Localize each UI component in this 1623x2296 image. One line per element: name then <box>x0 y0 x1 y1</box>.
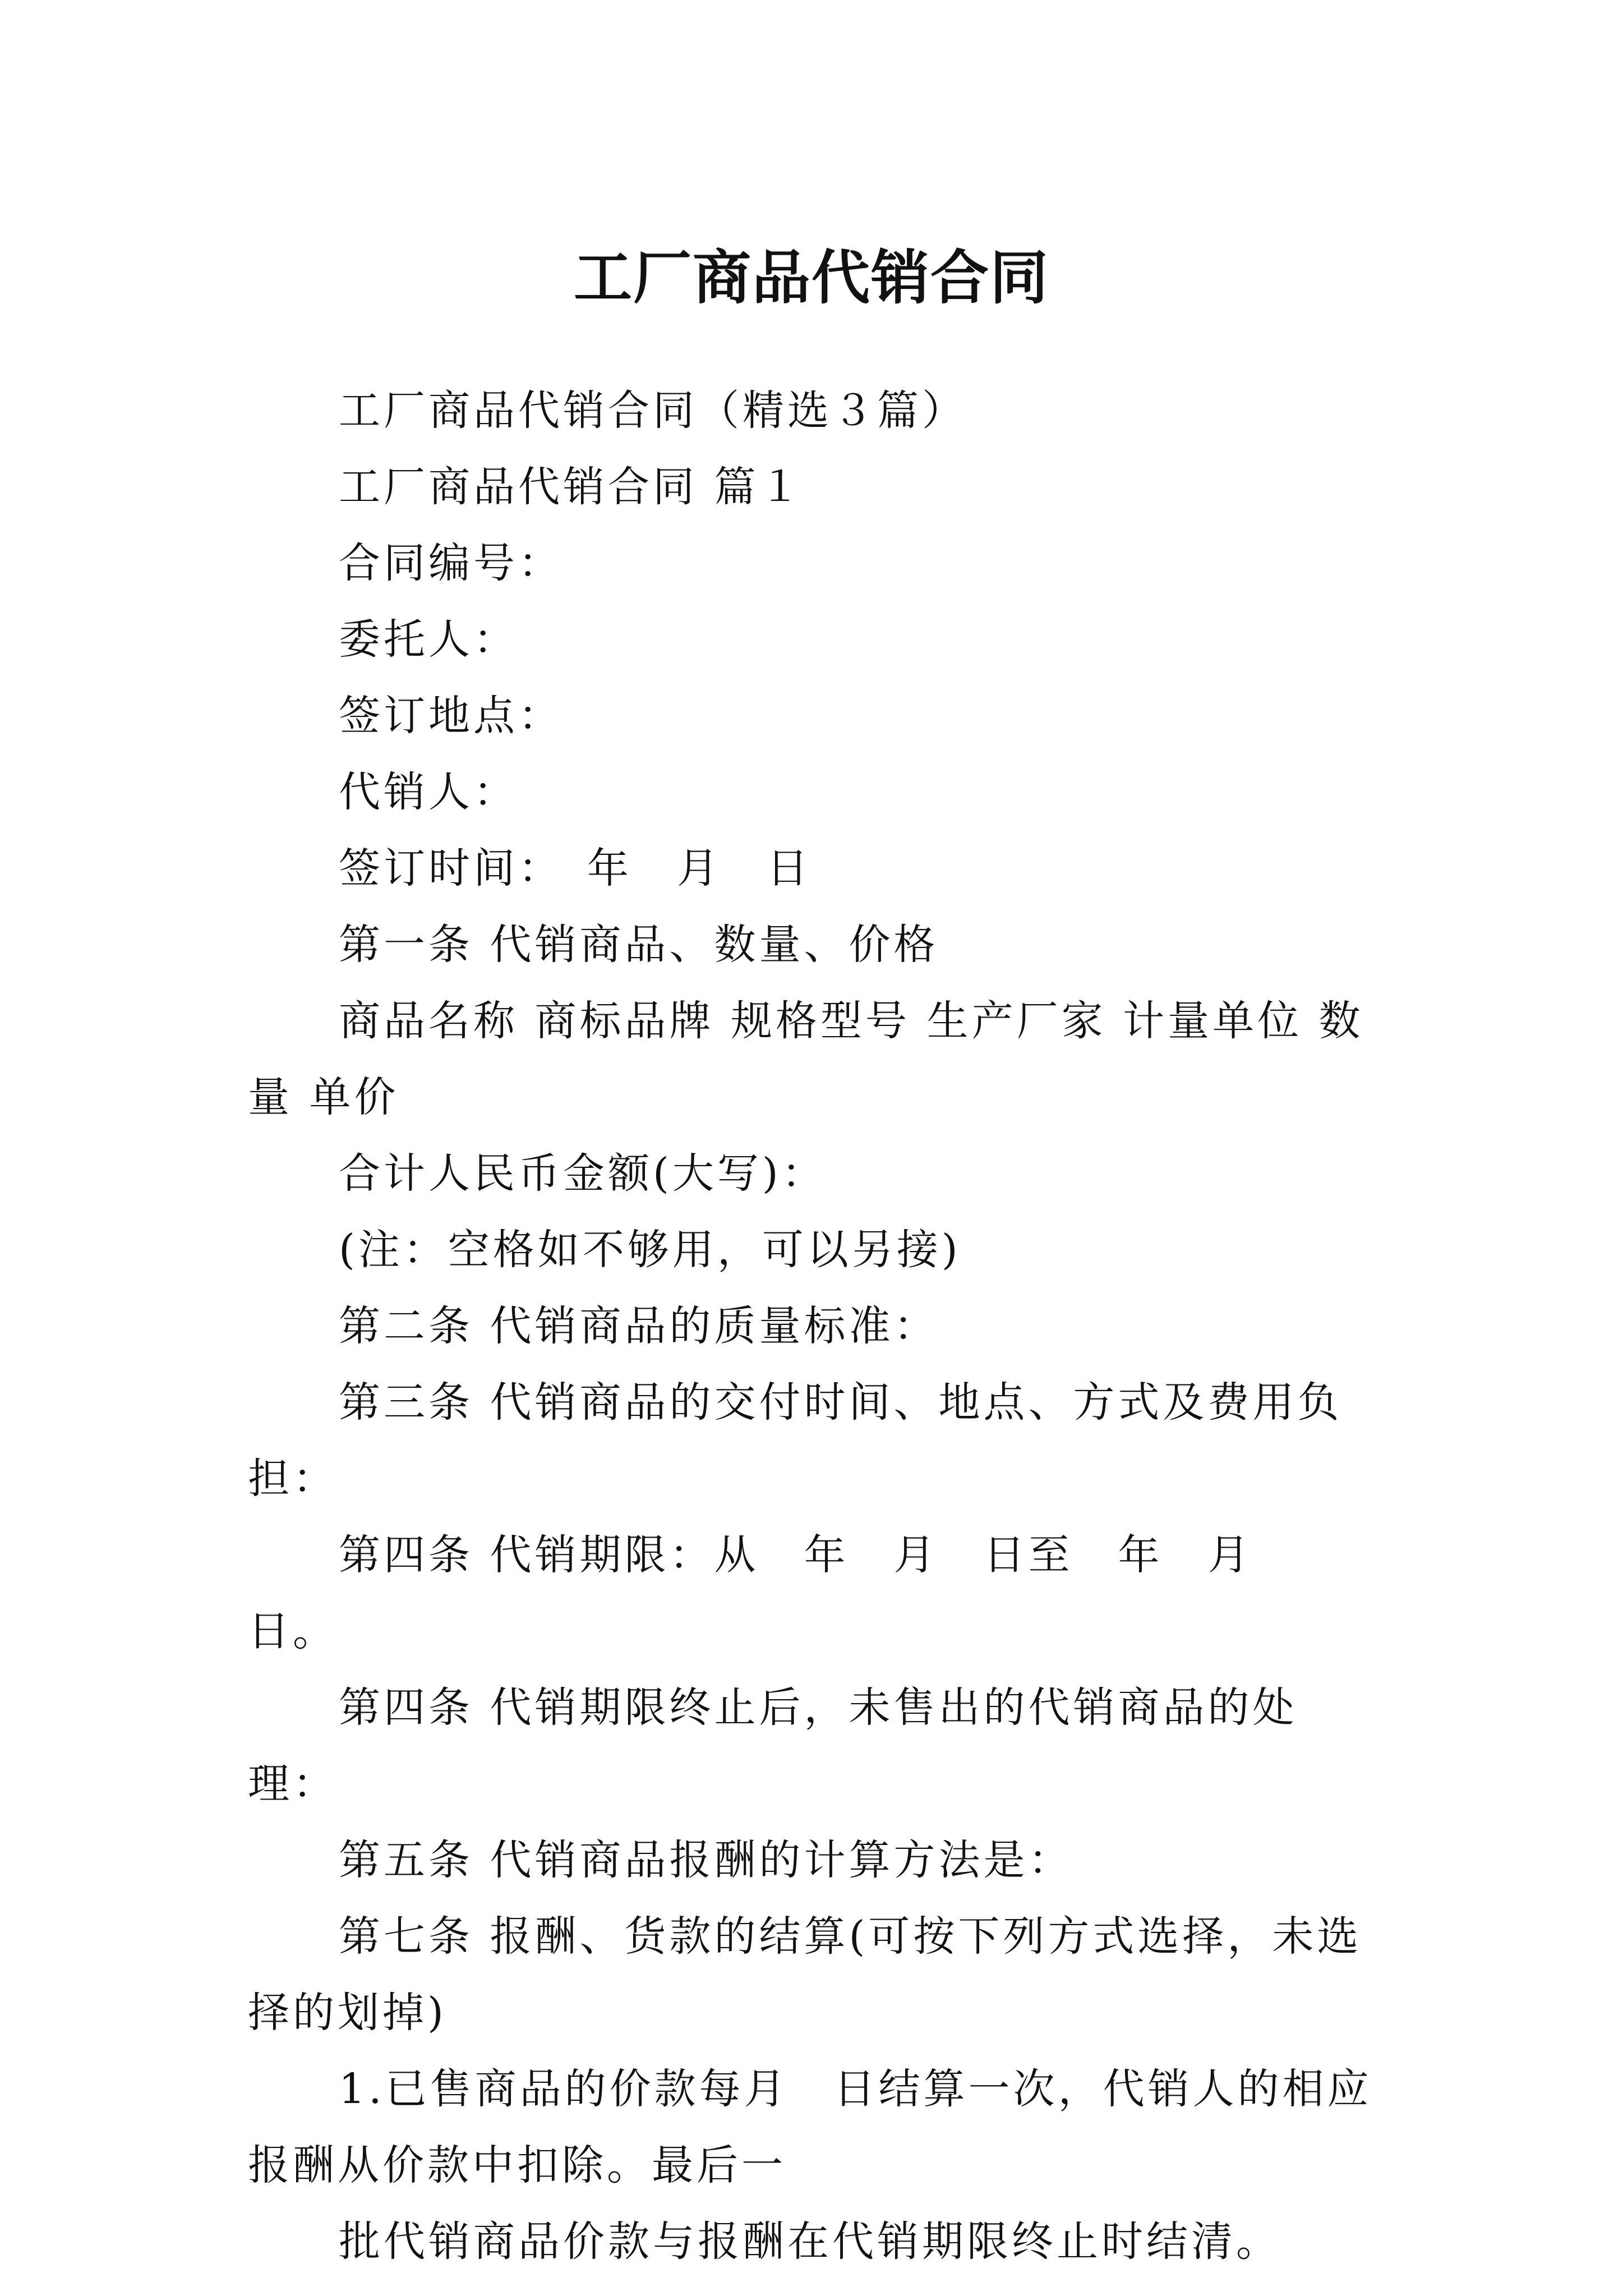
paragraph-agent: 代销人： <box>339 768 518 816</box>
paragraph-article-2: 第二条 代销商品的质量标准： <box>339 1302 939 1350</box>
paragraph-article-4-unsold: 第四条 代销期限终止后，未售出的代销商品的处理： <box>248 1683 1298 1808</box>
paragraph-note: (注：空格如不够用，可以另接) <box>339 1226 961 1274</box>
paragraph-article-1: 第一条 代销商品、数量、价格 <box>339 921 939 969</box>
paragraph-article-7: 第七条 报酬、货款的结算(可按下列方式选择，未选择的划掉) <box>248 1912 1362 2037</box>
paragraph-section-heading: 工厂商品代销合同 篇１ <box>339 463 804 511</box>
paragraph-contract-number: 合同编号： <box>339 539 563 587</box>
paragraph-settlement-final: 批代销商品价款与报酬在代销期限终止时结清。 <box>339 2217 1281 2266</box>
paragraph-principal: 委托人： <box>339 615 518 664</box>
paragraph-goods-columns: 商品名称 商标品牌 规格型号 生产厂家 计量单位 数量 单价 <box>248 997 1364 1121</box>
paragraph-article-5: 第五条 代销商品报酬的计算方法是： <box>339 1836 1073 1884</box>
paragraph-article-3: 第三条 代销商品的交付时间、地点、方式及费用负担： <box>248 1378 1343 1503</box>
paragraph-subtitle: 工厂商品代销合同（精选３篇） <box>339 386 967 435</box>
document-title: 工厂商品代销合同 <box>573 242 1049 312</box>
document-body <box>248 372 1375 2280</box>
paragraph-signing-date: 签订时间： 年 月 日 <box>339 844 811 892</box>
paragraph-signing-place: 签订地点： <box>339 692 563 740</box>
paragraph-total-amount: 合计人民币金额(大写)： <box>339 1149 827 1198</box>
paragraph-settlement-1: 1.已售商品的价款每月 日结算一次，代销人的相应报酬从价款中扣除。最后一 <box>248 2065 1372 2189</box>
paragraph-article-4-term: 第四条 代销期限：从 年 月 日至 年 月 日。 <box>248 1531 1298 1655</box>
